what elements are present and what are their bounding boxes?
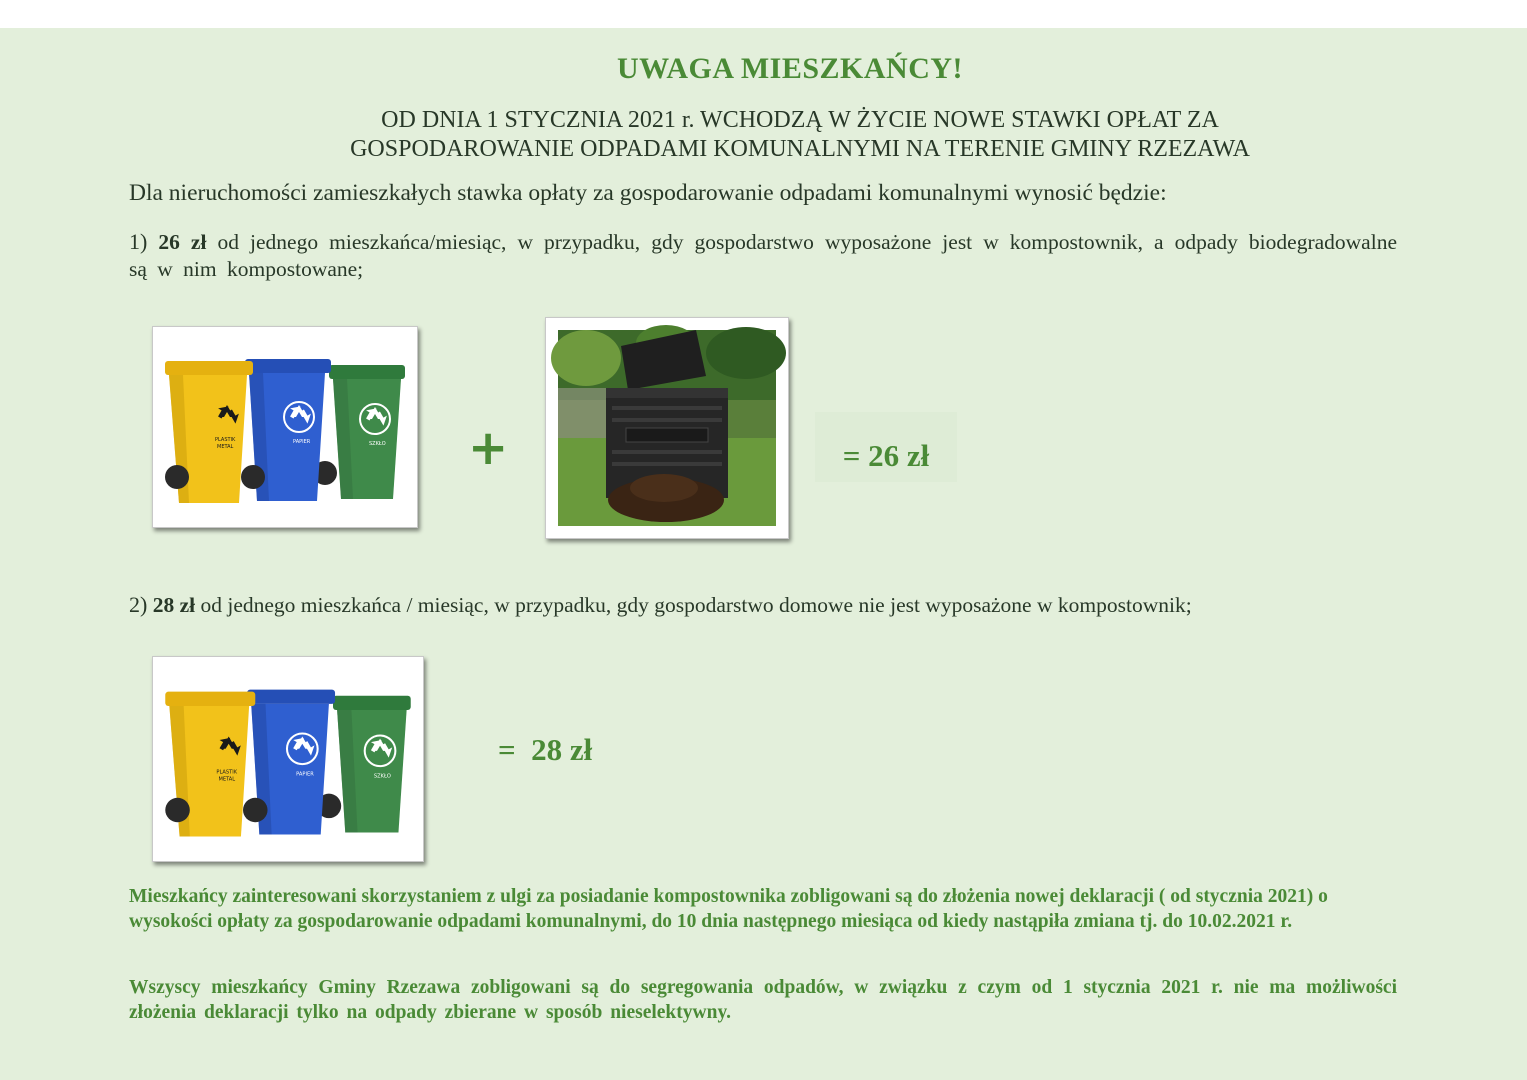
composter-image	[546, 318, 788, 538]
intro-text: Dla nieruchomości zamieszkałych stawka opłaty za gospodarowanie odpadami komunalnymi wynosić będzie:	[129, 180, 1167, 206]
plus-sign: +	[468, 420, 509, 476]
bin-label-plastic: PLASTIK	[216, 769, 238, 776]
bin-label-plastic: PLASTIK	[215, 437, 236, 443]
note-compost-declaration: Mieszkańcy zainteresowani skorzystaniem z ulgi za posiadanie kompostownika zobligowani są do złożenia nowej deklaracji ( od stycznia 2021) o wysokości opłaty za gospodarowanie odpadami komunalnymi, do 10 dnia następnego miesiąca od kiedy nastąpiła zmiana tj. do 10.02.2021 r.	[129, 886, 1328, 932]
subtitle	[260, 106, 1340, 164]
rate-item-1	[129, 228, 1397, 283]
yellow-bin	[165, 361, 253, 503]
waste-bins-image	[153, 327, 417, 527]
item-description: od jednego mieszkańca/miesiąc, w przypadku, gdy gospodarstwo wyposażone jest w kompostownik, a odpady biodegradowalne są w nim kompostowane;	[129, 230, 1397, 281]
rate-amount: 26 zł	[158, 230, 207, 254]
blue-bin	[241, 359, 331, 501]
bins-photo-2	[152, 656, 424, 862]
rate-amount: 28 zł	[152, 593, 196, 617]
bin-label-glass: SZKŁO	[369, 441, 386, 447]
blue-bin	[243, 690, 335, 835]
bin-label-metal: METAL	[217, 444, 234, 450]
green-bin	[317, 696, 411, 833]
result-28: = 28 zł	[498, 732, 593, 767]
note-segregation: Wszyscy mieszkańcy Gminy Rzezawa zobligowani są do segregowania odpadów, w związku z czym od 1 stycznia 2021 r. nie ma możliwości złożenia deklaracji tylko na odpady zbierane w sposób nieselektywny.	[129, 977, 1397, 1023]
item-number: 2)	[129, 592, 148, 617]
green-bin	[313, 365, 405, 499]
waste-bins-image-2	[153, 657, 423, 861]
bins-photo	[152, 326, 418, 528]
bin-label-glass: SZKŁO	[373, 773, 391, 780]
subtitle-line-1: OD DNIA 1 STYCZNIA 2021 r. WCHODZĄ W ŻYCIE NOWE STAWKI OPŁAT ZA	[381, 107, 1219, 133]
bin-label-paper: PAPIER	[296, 771, 314, 778]
item-description: od jednego mieszkańca / miesiąc, w przypadku, gdy gospodarstwo domowe nie jest wyposażone w kompostownik;	[195, 593, 1192, 617]
composter-photo	[545, 317, 789, 539]
bin-label-paper: PAPIER	[293, 439, 311, 445]
page-title: UWAGA MIESZKAŃCY!	[616, 52, 964, 85]
yellow-bin	[165, 692, 255, 837]
subtitle-line-2: GOSPODAROWANIE ODPADAMI KOMUNALNYMI NA TERENIE GMINY RZEZAWA	[350, 136, 1250, 162]
rate-item-2	[129, 592, 1429, 618]
bin-label-metal: METAL	[218, 776, 236, 783]
item-number: 1)	[129, 229, 148, 254]
result-26: = 26 zł	[815, 412, 957, 482]
